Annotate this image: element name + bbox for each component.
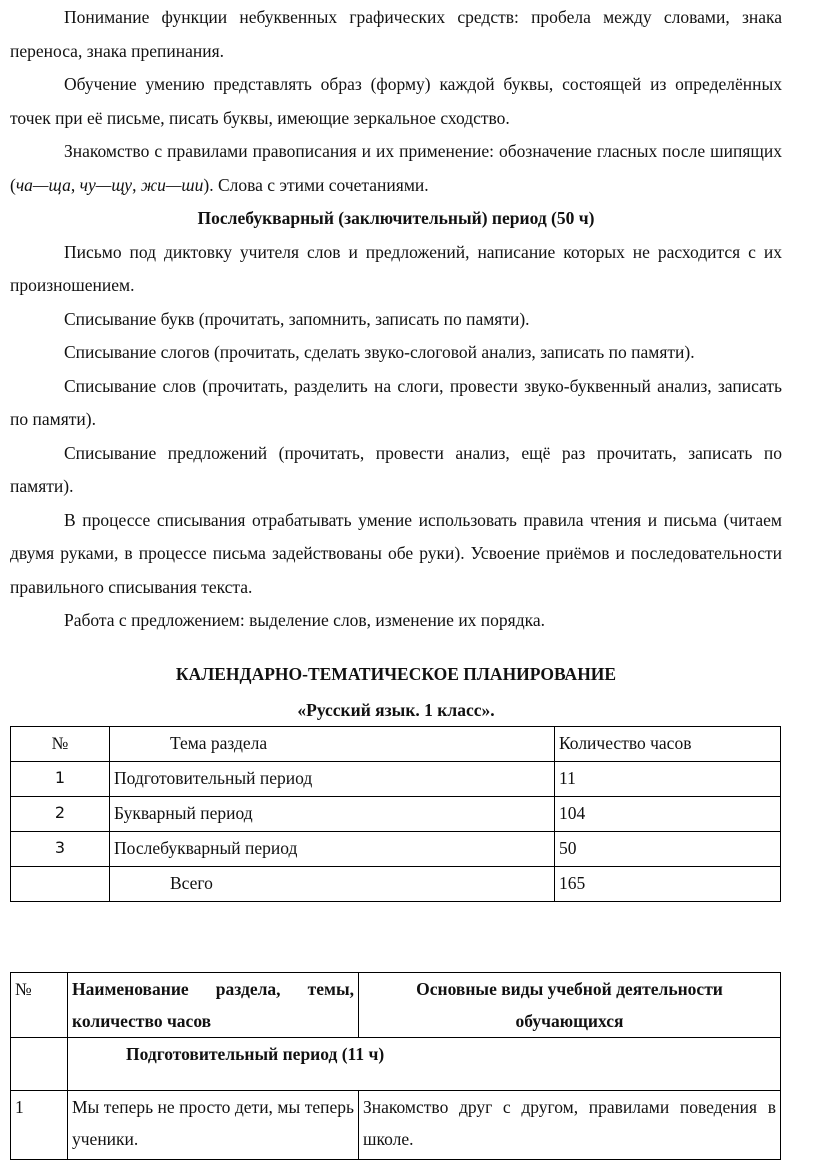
separator: , <box>70 174 80 195</box>
row-topic: Послебукварный период <box>110 832 555 867</box>
table-header-row <box>11 727 781 762</box>
paragraph-copy-sentences: Списывание предложений (прочитать, провести анализ, ещё раз прочитать, записать по памяти). <box>10 442 782 496</box>
plan-subtitle: «Русский язык. 1 класс». <box>297 700 495 720</box>
rule-example-cha-shcha: ча—ща <box>15 174 71 195</box>
header-num: № <box>11 727 110 762</box>
row-topic: Мы теперь не просто дети, мы теперь ученики. <box>68 1091 359 1160</box>
row-num: 2 <box>11 797 110 832</box>
header-hours: Количество часов <box>555 727 781 762</box>
table-header-row <box>11 973 781 1038</box>
total-empty-cell <box>11 867 110 902</box>
total-hours: 165 <box>555 867 781 902</box>
row-topic: Подготовительный период <box>110 762 555 797</box>
paragraph-copy-syllables: Списывание слогов (прочитать, сделать звуко-слоговой анализ, записать по памяти). <box>64 342 695 362</box>
separator: , <box>132 174 141 195</box>
thematic-plan-table <box>10 972 781 1160</box>
row-activity: Знакомство друг с другом, правилами поведения в школе. <box>359 1091 781 1160</box>
text-block-top <box>10 1 782 638</box>
section-heading: Послебукварный (заключительный) период (50 ч) <box>197 208 595 228</box>
paragraph-copy-words: Списывание слов (прочитать, разделить на слоги, провести звуко-буквенный анализ, записать по памяти). <box>10 375 782 429</box>
paragraph-copy-letters: Списывание букв (прочитать, запомнить, записать по памяти). <box>64 308 530 329</box>
plan-title: КАЛЕНДАРНО-ТЕМАТИЧЕСКОЕ ПЛАНИРОВАНИЕ <box>175 664 617 684</box>
table-row <box>11 762 781 797</box>
header-activities: Основные виды учебной деятельности обучающихся <box>359 973 781 1038</box>
hours-summary-table <box>10 726 781 902</box>
table-row <box>11 832 781 867</box>
header-section-name: Наименование раздела, темы, количество часов <box>68 973 359 1038</box>
paragraph-letter-shape: Обучение умению представлять образ (форму) каждой буквы, состоящей из определённых точек при её письме, писать буквы, имеющие зеркальное сходство. <box>10 74 782 128</box>
paragraph-sentence-work: Работа с предложением: выделение слов, изменение их порядка. <box>64 610 546 630</box>
row-num: 1 <box>11 1091 68 1160</box>
row-num: 3 <box>11 832 110 867</box>
paragraph-copy-process: В процессе списывания отрабатывать умение использовать правила чтения и письма (читаем двумя руками, в процессе письма задействованы обе руки). Усвоение приёмов и последовательности правильного списывания текста. <box>10 509 782 597</box>
header-topic: Тема раздела <box>110 727 555 762</box>
paragraph-spelling-rules <box>10 135 782 202</box>
row-num: 1 <box>11 762 110 797</box>
paragraph-dictation: Письмо под диктовку учителя слов и предложений, написание которых не расходится с их произношением. <box>10 241 782 295</box>
row-hours: 11 <box>555 762 781 797</box>
table-total-row <box>11 867 781 902</box>
rules-text-end: ). Слова с этими сочетаниями. <box>203 174 429 195</box>
header-num: № <box>11 973 68 1038</box>
table-row <box>11 1091 781 1160</box>
row-topic: Букварный период <box>110 797 555 832</box>
row-hours: 104 <box>555 797 781 832</box>
row-hours: 50 <box>555 832 781 867</box>
rules-text-start: Знакомство с правилами правописания и их применение: обозначение гласных после шипящих ( <box>10 141 782 195</box>
section-row <box>11 1038 781 1091</box>
paragraph-graphic-means: Понимание функции небуквенных графических средств: пробела между словами, знака переноса, знака препинания. <box>10 7 782 61</box>
rule-example-chu-shchu: чу—щу <box>79 174 133 195</box>
rule-example-zhi-shi: жи—ши <box>140 174 204 195</box>
section-empty-cell <box>11 1038 68 1091</box>
section-title: Подготовительный период (11 ч) <box>68 1038 781 1091</box>
table-row <box>11 797 781 832</box>
total-label: Всего <box>110 867 555 902</box>
